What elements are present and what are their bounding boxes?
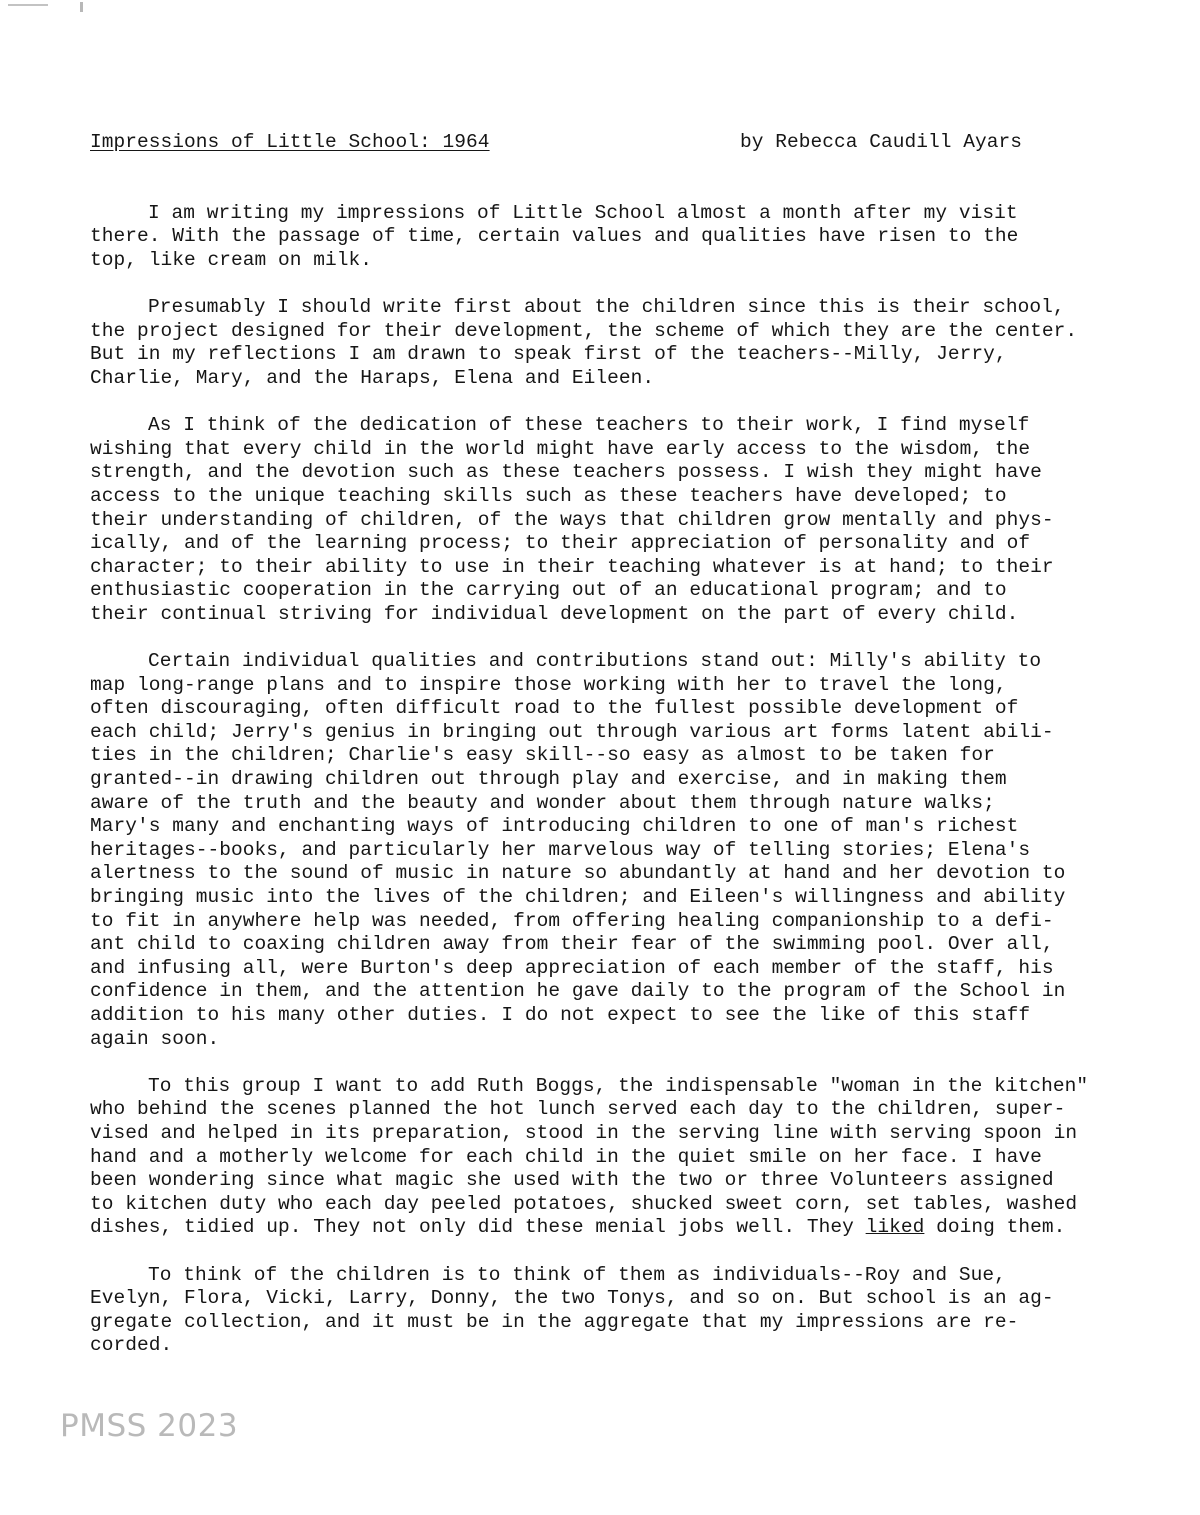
- text-line: As I think of the dedication of these teachers to their work, I find myself: [148, 414, 1030, 437]
- text-line: confidence in them, and the attention he gave daily to the program of the School in: [90, 980, 1066, 1003]
- emphasized-word: liked: [865, 1216, 925, 1239]
- text-line: Mary's many and enchanting ways of introducing children to one of man's richest: [90, 815, 1019, 838]
- text-line: each child; Jerry's genius in bringing out through various art forms latent abili-: [90, 720, 1054, 743]
- text-line: character; to their ability to use in their teaching whatever is at hand; to their: [90, 555, 1054, 578]
- text-line: ties in the children; Charlie's easy skill--so easy as almost to be taken for: [90, 744, 995, 767]
- text-line: I am writing my impressions of Little School almost a month after my visit: [148, 201, 1018, 224]
- text-line: Evelyn, Flora, Vicki, Larry, Donny, the two Tonys, and so on. But school is an ag-: [90, 1287, 1054, 1310]
- text-line: there. With the passage of time, certain values and qualities have risen to the: [90, 225, 1019, 248]
- text-line: the project designed for their development, the scheme of which they are the center.: [90, 319, 1078, 342]
- scan-speck: [80, 2, 83, 12]
- text-line: alertness to the sound of music in nature so abundantly at hand and her devotion to: [90, 862, 1066, 885]
- paragraph: [90, 1264, 1090, 1358]
- text-line: enthusiastic cooperation in the carrying out of an educational program; and to: [90, 579, 1007, 602]
- text-line: been wondering since what magic she used with the two or three Volunteers assigned: [90, 1169, 1054, 1192]
- text-line: and infusing all, were Burton's deep appreciation of each member of the staff, his: [90, 956, 1054, 979]
- text-line: top, like cream on milk.: [90, 248, 373, 271]
- text-line: gregate collection, and it must be in the aggregate that my impressions are re-: [90, 1310, 1019, 1333]
- text-line: often discouraging, often difficult road to the fullest possible development of: [90, 697, 1019, 720]
- document-title: Impressions of Little School: 1964: [90, 131, 490, 153]
- text-line: Charlie, Mary, and the Haraps, Elena and Eileen.: [90, 366, 655, 389]
- text-line: ically, and of the learning process; to their appreciation of personality and of: [90, 532, 1031, 555]
- author-byline: by Rebecca Caudill Ayars: [739, 131, 1022, 153]
- text-line: map long-range plans and to inspire those working with her to travel the long,: [90, 673, 1007, 696]
- paragraph: [90, 414, 1090, 626]
- text-line: again soon.: [90, 1027, 220, 1050]
- text-line: heritages--books, and particularly her marvelous way of telling stories; Elena's: [90, 838, 1031, 861]
- text-line: hand and a motherly welcome for each child in the quiet smile on her face. I have: [90, 1145, 1042, 1168]
- text-line: To think of the children is to think of them as individuals--Roy and Sue,: [148, 1263, 1006, 1286]
- text-line: strength, and the devotion such as these teachers possess. I wish they might have: [90, 461, 1042, 484]
- text-line: To this group I want to add Ruth Boggs, the indispensable "woman in the kitchen": [148, 1074, 1089, 1097]
- text-line: their continual striving for individual development on the part of every child.: [90, 602, 1019, 625]
- text-line: to kitchen duty who each day peeled potatoes, shucked sweet corn, set tables, washed: [90, 1192, 1078, 1215]
- text-line: But in my reflections I am drawn to speak first of the teachers--Milly, Jerry,: [90, 343, 1007, 366]
- text-line: who behind the scenes planned the hot lunch served each day to the children, super-: [90, 1098, 1066, 1121]
- paragraph: [90, 1075, 1090, 1240]
- text-line: their understanding of children, of the ways that children grow mentally and phys-: [90, 508, 1054, 531]
- paragraph: [90, 296, 1090, 390]
- text-line: vised and helped in its preparation, stood in the serving line with serving spoon in: [90, 1121, 1078, 1144]
- text-line: addition to his many other duties. I do not expect to see the like of this staff: [90, 1003, 1031, 1026]
- text-line: granted--in drawing children out through play and exercise, and in making them: [90, 768, 1007, 791]
- text-line: Certain individual qualities and contributions stand out: Milly's ability to: [148, 650, 1042, 673]
- text-line: ant child to coaxing children away from their fear of the swimming pool. Over all,: [90, 933, 1054, 956]
- text-line: to fit in anywhere help was needed, from offering healing companionship to a defi-: [90, 909, 1054, 932]
- paragraph: [90, 202, 1090, 273]
- paragraph: [90, 650, 1090, 1051]
- document-body: [90, 202, 1090, 1358]
- document-page: [90, 131, 1090, 1381]
- watermark: PMSS 2023: [60, 1408, 239, 1444]
- document-header: [90, 131, 1090, 155]
- text-line: Presumably I should write first about the children since this is their school,: [148, 296, 1065, 319]
- scan-speck: [8, 4, 48, 6]
- text-line: access to the unique teaching skills such as these teachers have developed; to: [90, 484, 1007, 507]
- text-line: bringing music into the lives of the children; and Eileen's willingness and ability: [90, 886, 1066, 908]
- text-line: wishing that every child in the world might have early access to the wisdom, the: [90, 437, 1031, 460]
- text-line: aware of the truth and the beauty and wonder about them through nature walks;: [90, 791, 995, 814]
- text-line: dishes, tidied up. They not only did these menial jobs well. They liked doing them.: [90, 1216, 1066, 1239]
- text-line: corded.: [90, 1334, 173, 1357]
